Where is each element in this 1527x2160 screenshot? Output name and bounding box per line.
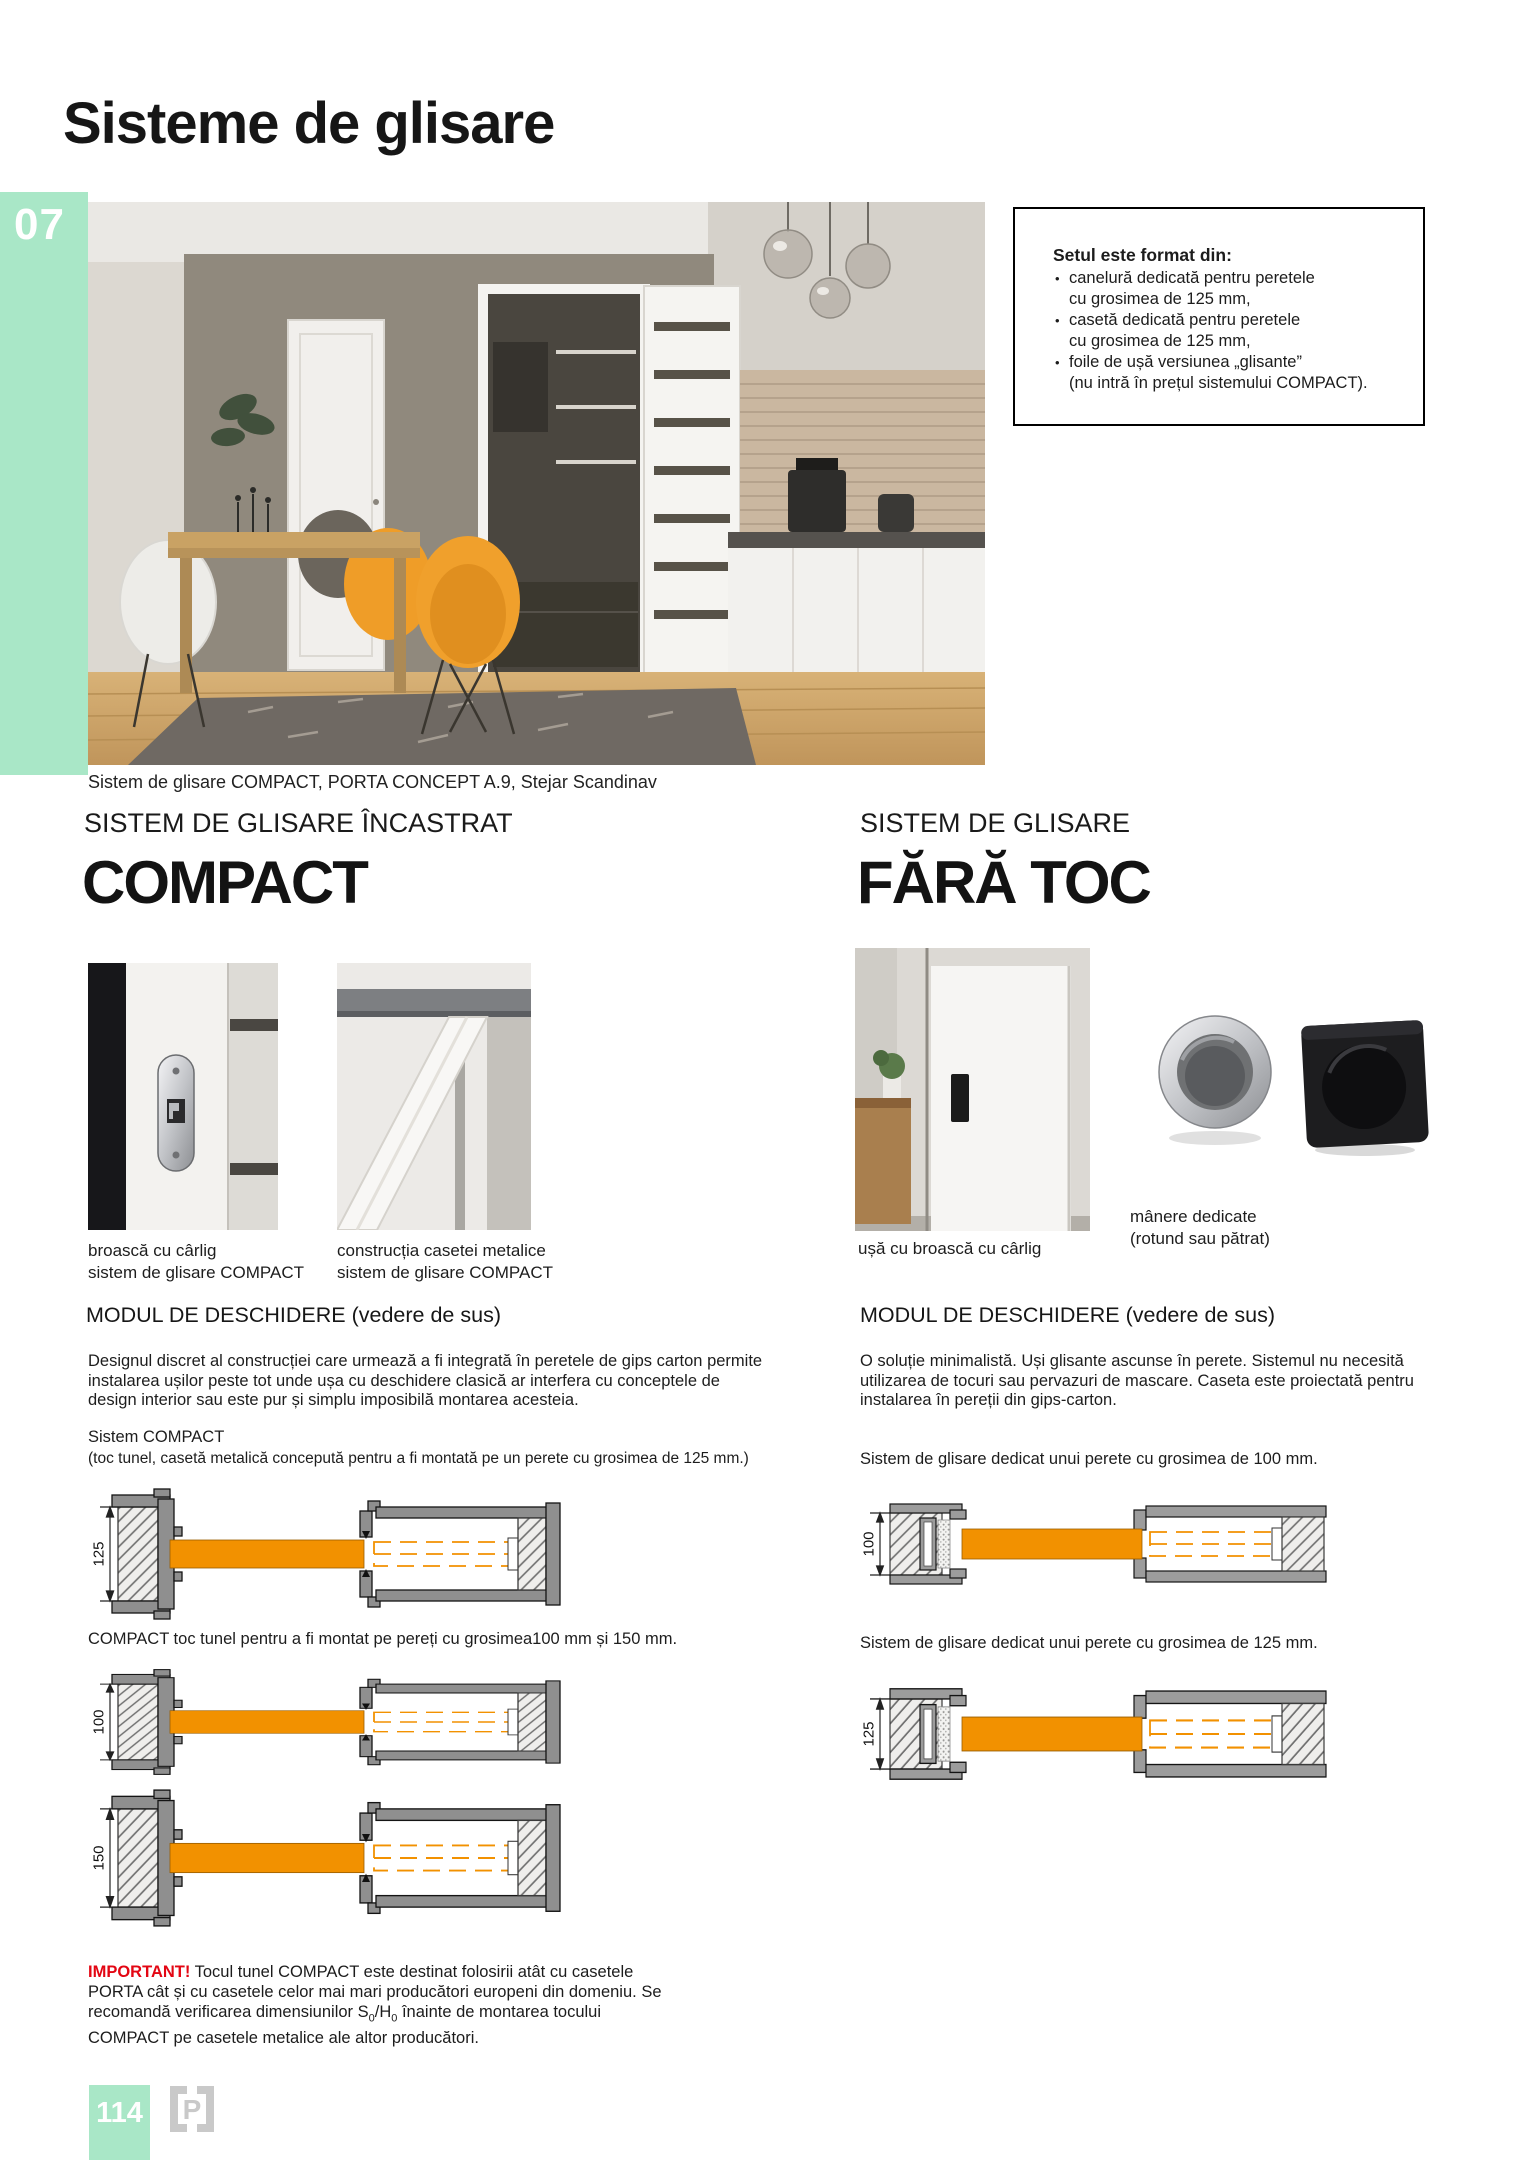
brand-letter: P <box>182 2094 202 2125</box>
compact-intro: Designul discret al construcției care urmează a fi integrată în peretele de gips carton permite instalarea ușilor peste tot unde ușa cu deschidere clasică ar interfera cu conceptele de design interior sau este pur și simplu imposibilă montarea acesteia. <box>88 1352 763 1409</box>
list-item <box>1053 268 1405 310</box>
compact-title: COMPACT <box>82 849 367 916</box>
faratoc-section-heading: MODUL DE DESCHIDERE (vedere de sus) <box>860 1303 1275 1327</box>
faratoc-intro: O soluție minimalistă. Uși glisante ascunse în perete. Sistemul nu necesită utilizarea de tocuri sau pervazuri de mascare. Caseta este proiectată pentru instalarea în pereții din gips-carton. <box>860 1352 1414 1409</box>
diagram-faratoc-100 <box>862 1498 1332 1590</box>
list-item-line: canelură dedicată pentru peretele <box>1069 269 1315 287</box>
diagram-caption: Sistem de glisare dedicat unui perete cu grosimea de 100 mm. <box>860 1450 1318 1468</box>
square-handle-photo <box>1298 1015 1432 1160</box>
diagram-faratoc-125 <box>862 1682 1332 1786</box>
door-photo-art <box>855 948 1090 1231</box>
compact-lock-photo <box>88 963 278 1230</box>
diagram-compact-150 <box>88 1788 570 1928</box>
caption-line: ușă cu broască cu cârlig <box>858 1239 1042 1258</box>
dimension-label: 100 <box>90 1709 108 1735</box>
important-text: /H <box>374 2003 392 2021</box>
porta-logo-icon <box>170 2086 214 2132</box>
dimension-label: 100 <box>860 1531 878 1557</box>
set-contents-list <box>1053 268 1405 394</box>
list-item-line: (nu intră în prețul sistemului COMPACT). <box>1069 374 1368 392</box>
dimension-label: 125 <box>90 1541 108 1567</box>
system-name: Sistem COMPACT <box>88 1428 225 1446</box>
photo-caption <box>337 1240 553 1284</box>
chapter-number: 07 <box>14 200 65 249</box>
caption-line: construcția casetei metalice <box>337 1241 546 1260</box>
important-note <box>88 1962 684 2048</box>
set-contents-title: Setul este format din: <box>1053 245 1232 265</box>
dimension-label: 125 <box>860 1721 878 1747</box>
handles-caption <box>1130 1206 1270 1250</box>
round-handle-photo <box>1152 1012 1278 1152</box>
hero-caption: Sistem de glisare COMPACT, PORTA CONCEPT A.9, Stejar Scandinav <box>88 772 657 792</box>
page-number-box <box>89 2085 150 2160</box>
mid-caption: COMPACT toc tunel pentru a fi montat pe pereți cu grosimea100 mm și 150 mm. <box>88 1630 678 1648</box>
door-photo-caption <box>858 1238 1041 1260</box>
caption-line: broască cu cârlig <box>88 1241 217 1260</box>
caption-line: mânere dedicate <box>1130 1207 1257 1226</box>
subscript: 0 <box>391 2012 398 2025</box>
subscript: 0 <box>368 2012 375 2025</box>
faratoc-title: FĂRĂ TOC <box>857 849 1150 916</box>
diagram-caption: Sistem de glisare dedicat unui perete cu grosimea de 125 mm. <box>860 1634 1318 1652</box>
hero-photo <box>88 202 985 765</box>
porta-logo-art <box>170 2086 214 2132</box>
diagram-compact-125 <box>88 1487 570 1621</box>
cassette-photo-art <box>337 963 531 1230</box>
round-handle-art <box>1152 1012 1278 1152</box>
compact-kicker: SISTEM DE GLISARE ÎNCASTRAT <box>84 808 513 838</box>
important-label: IMPORTANT! <box>88 1963 191 1981</box>
page-title: Sisteme de glisare <box>63 91 555 156</box>
diagram-compact-100 <box>88 1668 570 1776</box>
page-number: 114 <box>96 2097 143 2129</box>
list-item <box>1053 310 1405 352</box>
system-desc: (toc tunel, casetă metalică concepută pentru a fi montată pe un perete cu grosimea de 125 mm.) <box>88 1450 749 1467</box>
important-text: înainte de montarea tocului COMPACT pe casetele metalice ale altor producători. <box>88 2003 602 2048</box>
list-item-line: foile de ușă versiunea „glisante” <box>1069 353 1302 371</box>
photo-caption <box>88 1240 304 1284</box>
lock-photo-art <box>88 963 278 1230</box>
square-handle-art <box>1298 1015 1432 1160</box>
compact-section-heading: MODUL DE DESCHIDERE (vedere de sus) <box>86 1303 501 1327</box>
hero-photo-art <box>88 202 985 765</box>
list-item-line: cu grosimea de 125 mm, <box>1069 290 1251 308</box>
faratoc-door-photo <box>855 948 1090 1231</box>
list-item-line: cu grosimea de 125 mm, <box>1069 332 1251 350</box>
caption-line: sistem de glisare COMPACT <box>88 1263 305 1282</box>
chapter-tab <box>0 192 88 775</box>
set-contents-box <box>1013 207 1425 426</box>
caption-line: sistem de glisare COMPACT <box>337 1263 554 1282</box>
list-item-line: casetă dedicată pentru peretele <box>1069 311 1301 329</box>
caption-line: (rotund sau pătrat) <box>1130 1229 1270 1248</box>
compact-cassette-photo <box>337 963 531 1230</box>
dimension-label: 150 <box>90 1845 108 1871</box>
list-item <box>1053 352 1405 394</box>
important-text: Tocul tunel COMPACT este destinat folosirii atât cu casetele PORTA cât și cu casetele celor mai mari producători europeni din domeniu. Se recomandă verificarea dimensiunilor S <box>88 1963 662 2021</box>
faratoc-kicker: SISTEM DE GLISARE <box>860 808 1131 838</box>
